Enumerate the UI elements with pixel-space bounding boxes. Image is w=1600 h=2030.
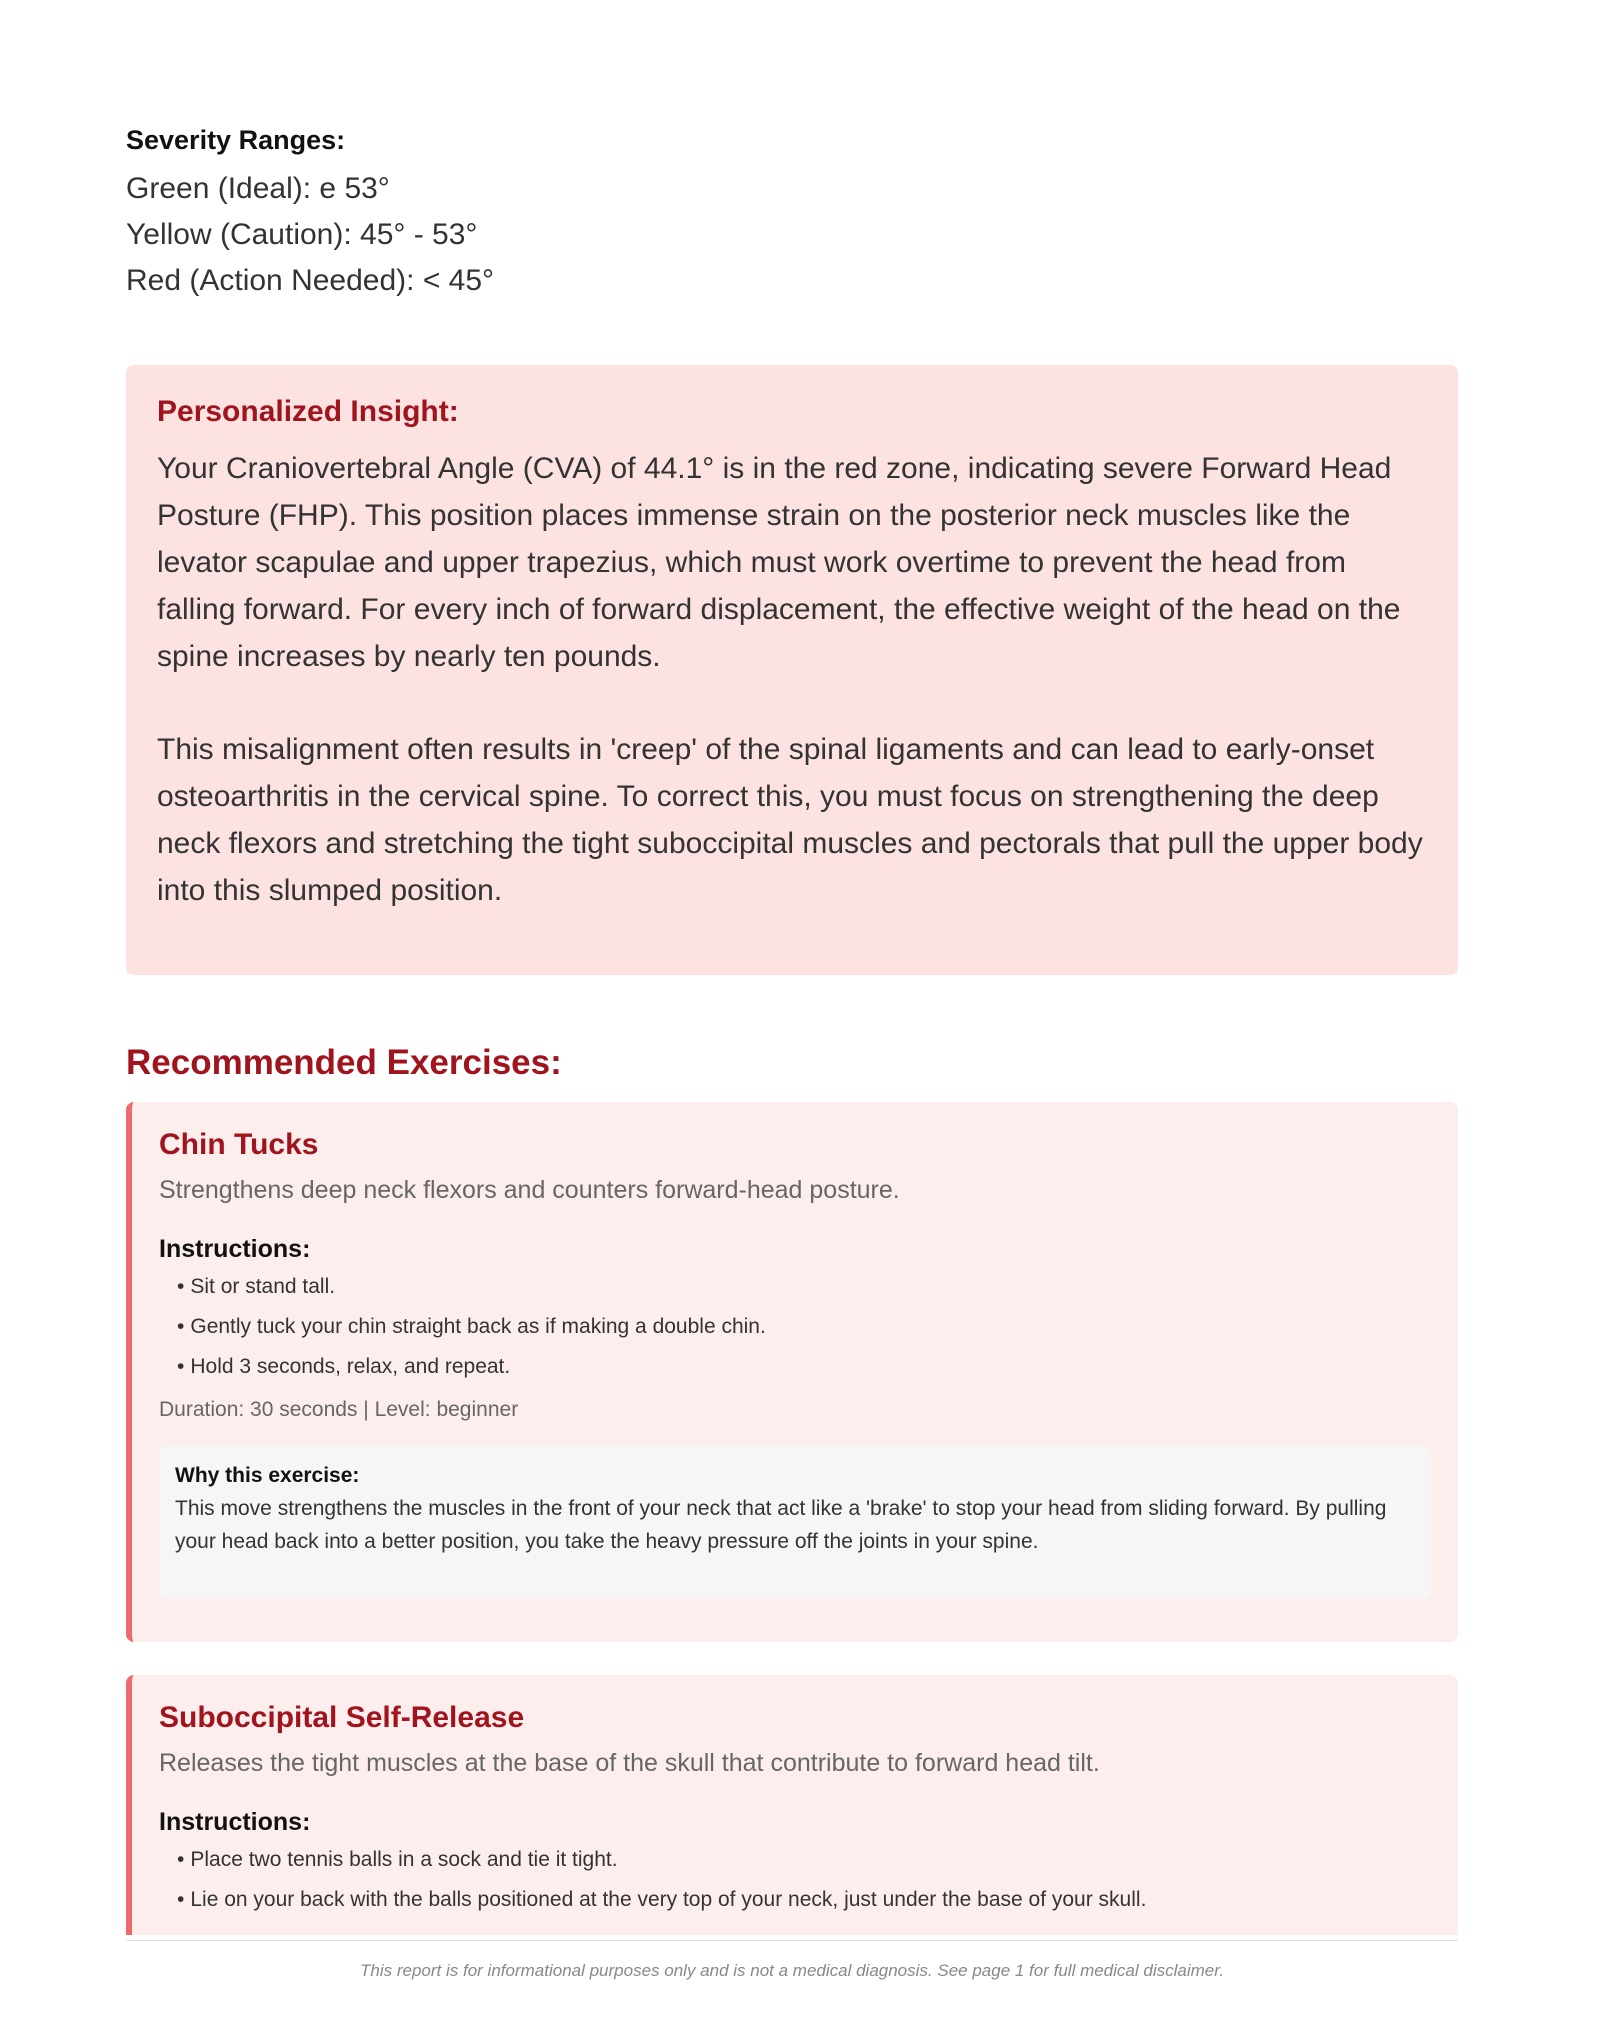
bullet-icon: • <box>177 1848 185 1871</box>
severity-green: Green (Ideal): e 53° <box>126 172 390 205</box>
instructions-label: Instructions: <box>159 1808 311 1836</box>
instruction-step: • Lie on your back with the balls positioned at the very top of your neck, just under the base of your skull. <box>177 1888 1147 1911</box>
severity-title: Severity Ranges: <box>126 125 346 155</box>
instruction-list <box>159 1274 1433 1380</box>
exercise-card-chin-tucks <box>126 1102 1458 1642</box>
severity-ranges <box>126 125 494 304</box>
bullet-icon: • <box>177 1355 185 1378</box>
insight-paragraph-1: Your Craniovertebral Angle (CVA) of 44.1° is in the red zone, indicating severe Forward Head Posture (FHP). This position places immense strain on the posterior neck muscles like the levator scapulae and upper trapezius, which must work overtime to prevent the head from falling forward. For every inch of forward displacement, the effective weight of the head on the spine increases by nearly ten pounds. <box>157 452 1401 673</box>
exercise-name: Chin Tucks <box>159 1128 319 1161</box>
severity-yellow: Yellow (Caution): 45° - 53° <box>126 218 478 251</box>
why-this-exercise-box <box>159 1446 1431 1599</box>
bullet-icon: • <box>177 1888 185 1911</box>
severity-red: Red (Action Needed): < 45° <box>126 264 495 297</box>
instruction-step: • Hold 3 seconds, relax, and repeat. <box>177 1355 511 1378</box>
instruction-list <box>159 1847 1433 1913</box>
why-text: This move strengthens the muscles in the front of your neck that act like a 'brake' to stop your head from sliding forward. By pulling your head back into a better position, you take the heavy pressure off the joints in your spine. <box>175 1497 1387 1553</box>
exercise-name: Suboccipital Self-Release <box>159 1701 525 1734</box>
footer-disclaimer: This report is for informational purposes only and is not a medical diagnosis. See page 1 for full medical disclaimer. <box>360 1961 1224 1980</box>
instructions-label: Instructions: <box>159 1235 311 1263</box>
recommended-exercises-title: Recommended Exercises: <box>126 1043 562 1082</box>
exercise-meta: Duration: 30 seconds | Level: beginner <box>159 1398 519 1421</box>
bullet-icon: • <box>177 1275 185 1298</box>
insight-paragraph-2: This misalignment often results in 'creep' of the spinal ligaments and can lead to early-onset osteoarthritis in the cervical spine. To correct this, you must focus on strengthening the deep neck flexors and stretching the tight suboccipital muscles and pectorals that pull the upper body into this slumped position. <box>157 733 1423 907</box>
instruction-step: • Place two tennis balls in a sock and tie it tight. <box>177 1848 618 1871</box>
instruction-step: • Gently tuck your chin straight back as if making a double chin. <box>177 1315 766 1338</box>
instruction-step: • Sit or stand tall. <box>177 1275 336 1298</box>
bullet-icon: • <box>177 1315 185 1338</box>
personalized-insight-box <box>126 365 1458 975</box>
exercise-description: Releases the tight muscles at the base of the skull that contribute to forward head tilt. <box>159 1749 1100 1777</box>
exercise-description: Strengthens deep neck flexors and counters forward-head posture. <box>159 1176 900 1204</box>
exercise-card-suboccipital-release <box>126 1675 1458 1935</box>
insight-title: Personalized Insight: <box>157 395 459 428</box>
footer-divider <box>126 1940 1458 1941</box>
why-label: Why this exercise: <box>175 1464 360 1487</box>
